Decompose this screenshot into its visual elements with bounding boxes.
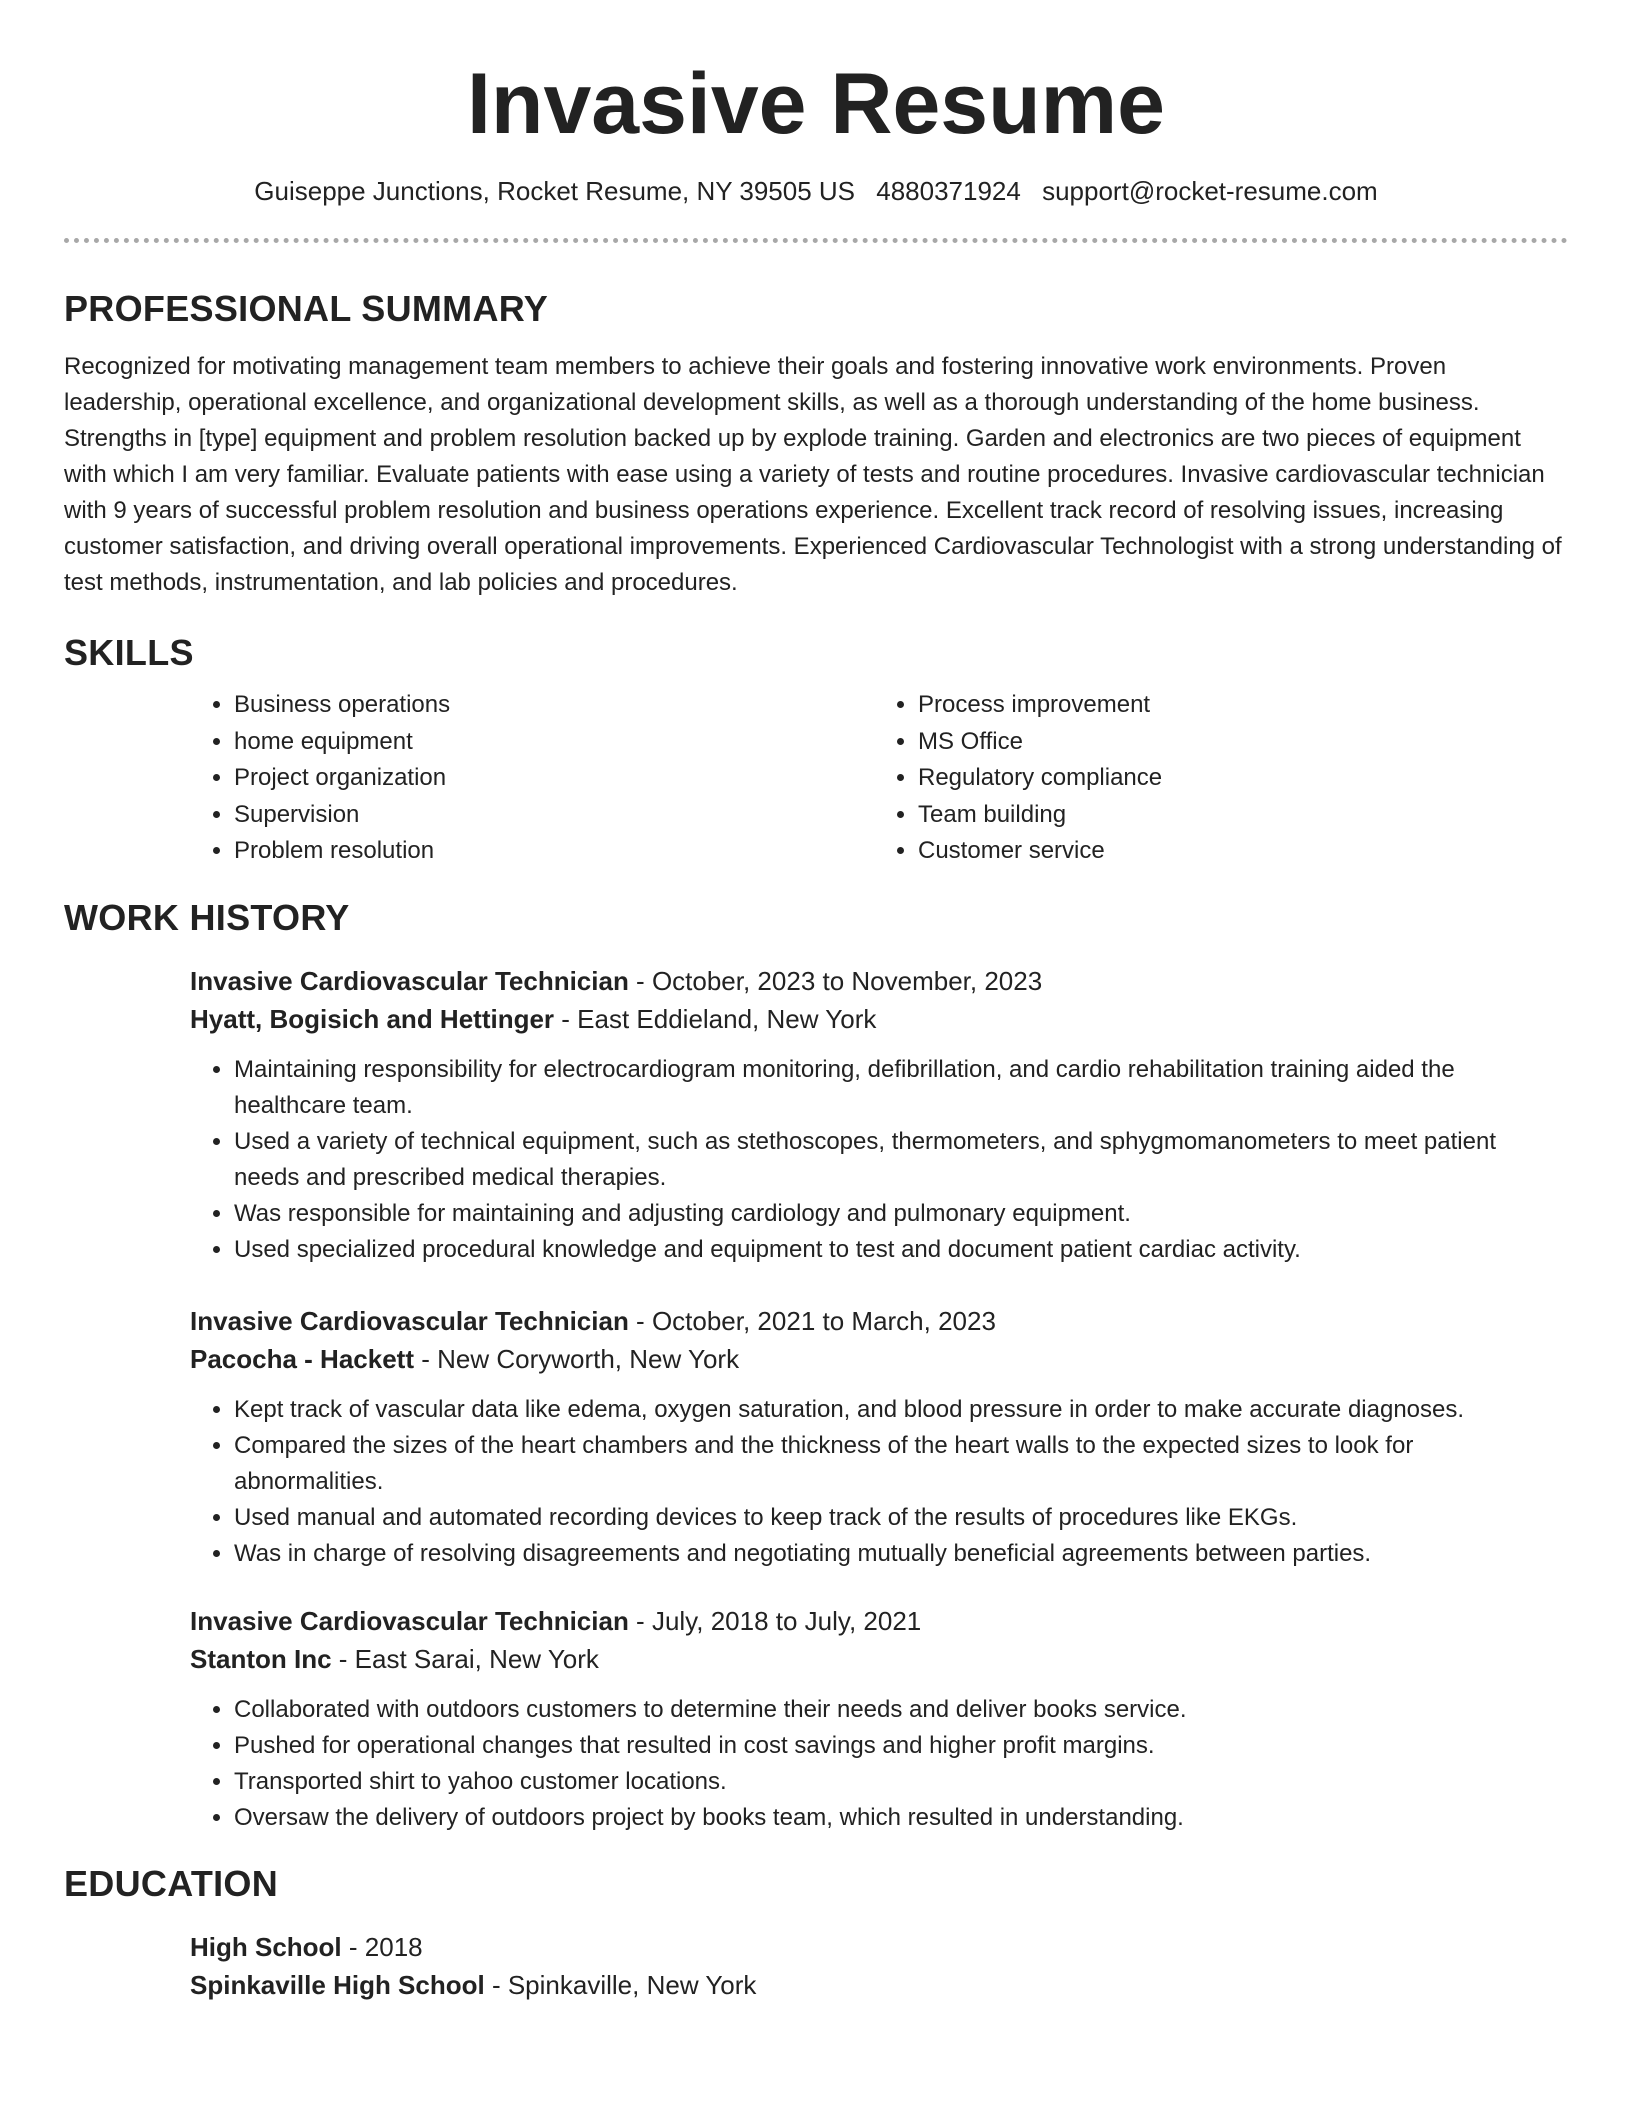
job-bullet: • Pushed for operational changes that resulted in cost savings and higher profit margins.	[234, 1728, 1568, 1764]
skills-right-list	[874, 687, 1162, 870]
skills-columns	[190, 687, 1568, 870]
skill-item: • Problem resolution	[234, 833, 874, 870]
job-location: East Eddieland, New York	[577, 1003, 877, 1034]
skill-item: • home equipment	[234, 724, 874, 761]
summary-text: Recognized for motivating management team members to achieve their goals and fostering innovative work environments. Proven leadership, operational excellence, and organizational development skills, as well as a thorough understanding of the home business. Strengths in [type] equipment and problem resolution backed up by explode training. Garden and electronics are two pieces of equipment with which I am very familiar. Evaluate patients with ease using a variety of tests and routine procedures. Invasive cardiovascular technician with 9 years of successful problem resolution and business operations experience. Excellent track record of resolving issues, increasing customer satisfaction, and driving overall operational improvements. Experienced Cardiovascular Technologist with a strong understanding of test methods, instrumentation, and lab policies and procedures.	[64, 353, 1562, 596]
job-role-line: Invasive Cardiovascular Technician - October, 2023 to November, 2023	[190, 965, 1043, 996]
job-bullets	[190, 1052, 1568, 1268]
education-entry	[190, 1928, 1568, 2004]
job-location: East Sarai, New York	[354, 1643, 599, 1674]
skill-item: • Process improvement	[918, 687, 1162, 724]
job-bullet: • Collaborated with outdoors customers to determine their needs and deliver books service.	[234, 1692, 1568, 1728]
job-entry	[190, 1302, 1568, 1572]
contact-phone: 4880371924	[876, 176, 1021, 206]
skill-item: • Business operations	[234, 687, 874, 724]
job-bullet: • Oversaw the delivery of outdoors project by books team, which resulted in understanding.	[234, 1800, 1568, 1836]
education-degree-line: High School - 2018	[190, 1931, 423, 1962]
job-company: Hyatt, Bogisich and Hettinger	[190, 1003, 555, 1034]
contact-address: Guiseppe Junctions, Rocket Resume, NY 39505 US	[254, 176, 856, 206]
education-degree: High School	[190, 1931, 342, 1962]
job-bullet: • Used specialized procedural knowledge and equipment to test and document patient cardiac activity.	[234, 1232, 1568, 1268]
skill-item: • Supervision	[234, 797, 874, 834]
job-bullet: • Maintaining responsibility for electrocardiogram monitoring, defibrillation, and cardio rehabilitation training aided the healthcare team.	[234, 1052, 1568, 1124]
job-dates: October, 2021 to March, 2023	[651, 1305, 996, 1336]
contact-email: support@rocket-resume.com	[1042, 176, 1378, 206]
skill-item: • Team building	[918, 797, 1162, 834]
job-bullet: • Used a variety of technical equipment, such as stethoscopes, thermometers, and sphygmomanometers to meet patient needs and prescribed medical therapies.	[234, 1124, 1568, 1196]
job-role-line: Invasive Cardiovascular Technician - July, 2018 to July, 2021	[190, 1605, 922, 1636]
job-company: Stanton Inc	[190, 1643, 332, 1674]
job-role: Invasive Cardiovascular Technician	[190, 1305, 629, 1336]
job-entry	[190, 1602, 1568, 1836]
job-company-line: Hyatt, Bogisich and Hettinger - East Eddieland, New York	[190, 1003, 877, 1034]
skill-item: • Project organization	[234, 760, 874, 797]
skill-item: • Customer service	[918, 833, 1162, 870]
job-bullets	[190, 1692, 1568, 1836]
job-bullet: • Compared the sizes of the heart chambers and the thickness of the heart walls to the expected sizes to look for abnormalities.	[234, 1428, 1568, 1500]
job-role: Invasive Cardiovascular Technician	[190, 1605, 629, 1636]
job-company: Pacocha - Hackett	[190, 1343, 414, 1374]
job-role: Invasive Cardiovascular Technician	[190, 965, 629, 996]
contact-line	[0, 173, 1632, 209]
education-section	[64, 1862, 1568, 2004]
job-dates: July, 2018 to July, 2021	[651, 1605, 922, 1636]
job-dates: October, 2023 to November, 2023	[651, 965, 1043, 996]
job-role-line: Invasive Cardiovascular Technician - October, 2021 to March, 2023	[190, 1305, 996, 1336]
header-divider	[64, 238, 1568, 243]
skills-left-list	[190, 687, 874, 870]
education-location: Spinkaville, New York	[507, 1969, 757, 2000]
education-school-line: Spinkaville High School - Spinkaville, New York	[190, 1969, 757, 2000]
job-bullet: • Kept track of vascular data like edema, oxygen saturation, and blood pressure in order to make accurate diagnoses.	[234, 1392, 1568, 1428]
skill-item: • Regulatory compliance	[918, 760, 1162, 797]
job-entry	[190, 962, 1568, 1268]
summary-title: PROFESSIONAL SUMMARY	[64, 288, 549, 329]
skill-item: • MS Office	[918, 724, 1162, 761]
education-school: Spinkaville High School	[190, 1969, 485, 2000]
job-bullet: • Was responsible for maintaining and adjusting cardiology and pulmonary equipment.	[234, 1196, 1568, 1232]
work-title: WORK HISTORY	[64, 896, 350, 938]
job-company-line: Pacocha - Hackett - New Coryworth, New York	[190, 1343, 740, 1374]
summary-section	[64, 287, 1568, 601]
candidate-name: Invasive Resume	[467, 56, 1165, 152]
education-title: EDUCATION	[64, 1862, 279, 1904]
job-bullet: • Used manual and automated recording devices to keep track of the results of procedures like EKGs.	[234, 1500, 1568, 1536]
education-year: 2018	[364, 1931, 423, 1962]
job-bullets	[190, 1392, 1568, 1572]
work-section	[64, 896, 1568, 1836]
skills-section	[64, 631, 1568, 870]
job-bullet: • Transported shirt to yahoo customer locations.	[234, 1764, 1568, 1800]
job-location: New Coryworth, New York	[437, 1343, 740, 1374]
skills-title: SKILLS	[64, 632, 194, 673]
job-company-line: Stanton Inc - East Sarai, New York	[190, 1643, 599, 1674]
job-bullet: • Was in charge of resolving disagreements and negotiating mutually beneficial agreements between parties.	[234, 1536, 1568, 1572]
